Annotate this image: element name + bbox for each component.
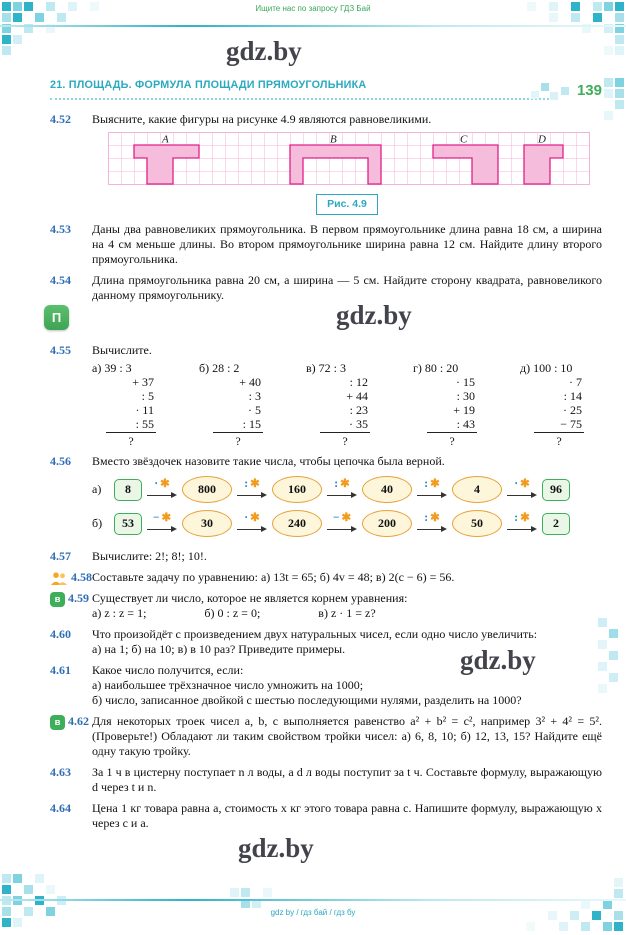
- star-icon: ✱: [340, 478, 350, 490]
- pixel-decoration: [561, 87, 569, 95]
- problem-number: 4.61: [50, 663, 71, 677]
- arrow-icon: [147, 491, 177, 500]
- problem-text: Вычислите: 2!; 8!; 10!.: [92, 549, 207, 563]
- chain-node: 240: [272, 510, 322, 537]
- calc-answer: ?: [213, 432, 263, 448]
- option: б) 0 : z = 0;: [204, 606, 261, 620]
- chain-node: 40: [362, 476, 412, 503]
- arrow-icon: [507, 491, 537, 500]
- option: а) z : z = 1;: [92, 606, 147, 620]
- chain-node: 4: [452, 476, 502, 503]
- problem-number: 4.58: [71, 570, 92, 584]
- star-icon: ✱: [341, 512, 352, 524]
- star-icon: ✱: [520, 512, 530, 524]
- problem-text: а) на 1; б) на 10; в) в 10 раз? Приведите примеры.: [92, 642, 346, 656]
- arrow-icon: [327, 491, 357, 500]
- calc-answer: ?: [534, 432, 584, 448]
- chain-node: 53: [114, 513, 142, 535]
- problem-text: Для некоторых троек чисел a, b, c выполняется равенство a² + b² = c², например 3² + 4² = 5². (Проверьте!) Обладают ли таким свойством тройки чисел: а) 6, 8, 10; б) 12, 13, 15? Найдите ещё одну такую тройку.: [92, 714, 602, 758]
- pixel-decoration: [230, 888, 239, 897]
- watermark: gdz.by: [336, 300, 412, 330]
- calc-answer: ?: [106, 432, 156, 448]
- figure-caption: Рис. 4.9: [316, 194, 378, 215]
- star-icon: ✱: [520, 478, 530, 490]
- star-icon: ✱: [250, 478, 260, 490]
- pair-badge-icon: в: [50, 592, 65, 607]
- problem-4-60: [50, 627, 602, 657]
- option: в) z · 1 = z?: [318, 606, 376, 620]
- problem-text: а) наибольшее трёхзначное число умножить на 1000;: [92, 678, 364, 692]
- page-content: [50, 78, 602, 837]
- problem-4-54: [50, 273, 602, 303]
- calc-answer: ?: [320, 432, 370, 448]
- problem-number: 4.54: [50, 273, 71, 287]
- page-number-block: [549, 83, 602, 100]
- problem-4-59: [50, 591, 602, 621]
- bottom-divider-line: [0, 899, 626, 901]
- chain-node: 8: [114, 479, 142, 501]
- problem-text: б) число, записанное двойкой с шестью последующими нулями, разделить на 1000?: [92, 693, 522, 707]
- problem-4-63: [50, 765, 602, 795]
- calc-columns: [92, 361, 602, 448]
- chain-node: 200: [362, 510, 412, 537]
- pixel-decoration: [604, 78, 613, 87]
- practice-badge-icon: П: [44, 305, 69, 330]
- pixel-decoration: [614, 922, 623, 931]
- star-icon: ✱: [160, 478, 170, 490]
- problem-number: 4.53: [50, 222, 71, 236]
- problem-4-52: [50, 112, 602, 216]
- problem-number: 4.62: [68, 714, 89, 728]
- grid-figure: [108, 132, 590, 185]
- star-icon: ✱: [430, 512, 440, 524]
- watermark: gdz.by: [226, 36, 302, 66]
- arrow-icon: [237, 525, 267, 534]
- chain-node: 96: [542, 479, 570, 501]
- problem-text: Выясните, какие фигуры на рисунке 4.9 являются равновеликими.: [92, 112, 432, 126]
- chain-node: 2: [542, 513, 570, 535]
- section-title: 21. ПЛОЩАДЬ. ФОРМУЛА ПЛОЩАДИ ПРЯМОУГОЛЬНИКА: [50, 78, 549, 100]
- problem-text: Длина прямоугольника равна 20 см, а ширина — 5 см. Найдите сторону квадрата, равновеликого данному прямоугольнику.: [92, 273, 602, 302]
- figure-label: B: [330, 133, 337, 146]
- problem-number: 4.60: [50, 627, 71, 641]
- chain-node: 800: [182, 476, 232, 503]
- problem-4-58: [50, 570, 602, 585]
- problem-text: Что произойдёт с произведением двух натуральных чисел, если одно число увеличить:: [92, 627, 538, 641]
- problem-number: 4.57: [50, 549, 71, 563]
- problem-number: 4.52: [50, 112, 71, 126]
- problem-number: 4.59: [68, 591, 89, 605]
- problem-text: Существует ли число, которое не является корнем уравнения:: [92, 591, 408, 605]
- chain-node: 50: [452, 510, 502, 537]
- top-divider-line: [0, 25, 626, 27]
- section-header: [50, 78, 602, 100]
- problem-text: Составьте задачу по уравнению: а) 13t = 65; б) 4v = 48; в) 2(c − 6) = 56.: [92, 570, 455, 584]
- problem-text: Даны два равновеликих прямоугольника. В первом прямоугольнике длина равна 18 см, а ширина на 4 см меньше длины. Во втором прямоугольнике ширина равна 12 см. Найдите длину второго прямоугольника.: [92, 222, 602, 266]
- problem-number: 4.56: [50, 454, 71, 468]
- problem-4-64: [50, 801, 602, 831]
- calc-column: а) 39 : 3 + 37 : 5 · 11 : 55 ?: [92, 361, 154, 448]
- arrow-icon: [417, 525, 447, 534]
- arrow-icon: [327, 525, 357, 534]
- number-chain-a: а) 8 · ✱ 800 : ✱ 160 : ✱ 40 : ✱ 4 · ✱ 96: [92, 476, 602, 503]
- arrow-icon: [237, 491, 267, 500]
- figure-4-9: [108, 132, 602, 189]
- people-icon: [50, 572, 68, 585]
- calc-column: г) 80 : 20 · 15 : 30 + 19 : 43 ?: [413, 361, 475, 448]
- problem-4-61: [50, 663, 602, 708]
- page-number: 139: [576, 82, 602, 99]
- star-icon: ✱: [250, 512, 260, 524]
- problem-4-57: [50, 549, 602, 564]
- number-chain-b: б) 53 − ✱ 30 · ✱ 240 − ✱ 200 : ✱ 50 : ✱ 2: [92, 510, 602, 537]
- footer-links[interactable]: gdz by / гдз бай / гдз бу: [270, 908, 356, 917]
- problem-text: Цена 1 кг товара равна a, стоимость x кг этого товара равна c. Напишите формулу, выражающую x через c и a.: [92, 801, 602, 830]
- problem-text: Какое число получится, если:: [92, 663, 244, 677]
- arrow-icon: [507, 525, 537, 534]
- calc-answer: ?: [427, 432, 477, 448]
- problem-number: 4.63: [50, 765, 71, 779]
- problem-text: Вычислите.: [92, 343, 152, 357]
- arrow-icon: [147, 525, 177, 534]
- star-icon: ✱: [430, 478, 440, 490]
- pixel-decoration: [2, 874, 11, 883]
- calc-column: в) 72 : 3 : 12 + 44 : 23 · 35 ?: [306, 361, 368, 448]
- chain-node: 30: [182, 510, 232, 537]
- arrow-icon: [417, 491, 447, 500]
- problem-text: За 1 ч в цистерну поступает n л воды, а d л воды поступит за t ч. Составьте формулу, выражающую d через t и n.: [92, 765, 602, 794]
- watermark: gdz.by: [238, 833, 314, 863]
- figure-label: A: [162, 133, 169, 146]
- watermark: gdz.by: [460, 645, 536, 675]
- calc-column: д) 100 : 10 · 7 : 14 · 25 − 75 ?: [520, 361, 582, 448]
- problem-4-62: [50, 714, 602, 759]
- figure-label: D: [538, 133, 546, 146]
- problem-4-56: [50, 454, 602, 543]
- problem-text: Вместо звёздочек назовите такие числа, чтобы цепочка была верной.: [92, 454, 445, 468]
- chain-node: 160: [272, 476, 322, 503]
- figure-label: C: [460, 133, 468, 146]
- top-search-link[interactable]: Ищите нас по запросу ГДЗ Бай: [255, 4, 371, 13]
- problem-number: 4.55: [50, 343, 71, 357]
- calc-column: б) 28 : 2 + 40 : 3 · 5 : 15 ?: [199, 361, 261, 448]
- problem-4-53: [50, 222, 602, 267]
- pair-badge-icon: в: [50, 715, 65, 730]
- problem-number: 4.64: [50, 801, 71, 815]
- star-icon: ✱: [161, 512, 172, 524]
